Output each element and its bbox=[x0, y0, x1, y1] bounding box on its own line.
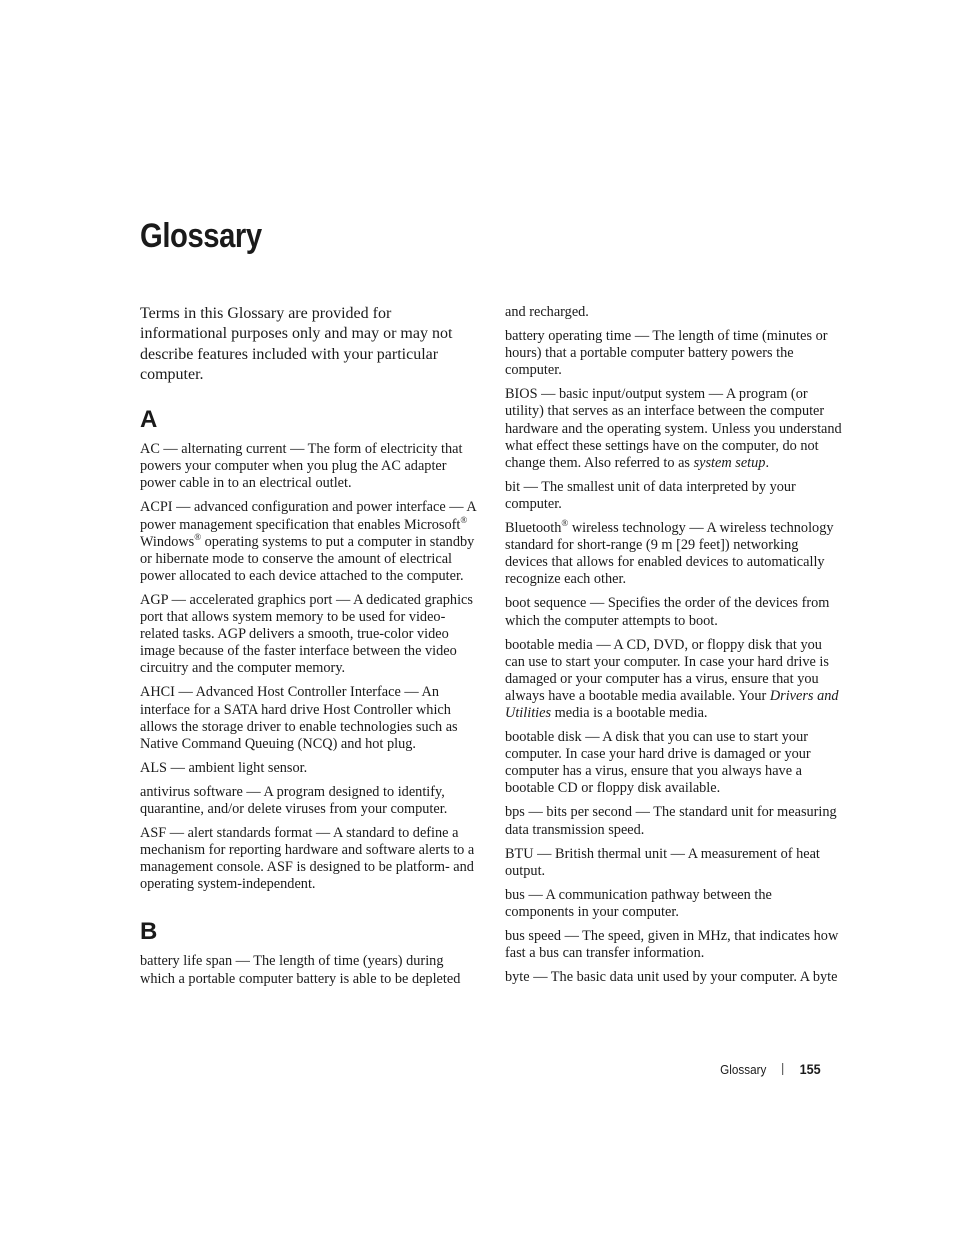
glossary-definition: — The smallest unit of data interpreted by your computer. bbox=[505, 478, 796, 512]
glossary-entry-byte bbox=[505, 969, 843, 986]
glossary-entry-acpi bbox=[140, 499, 478, 584]
glossary-entry-als bbox=[140, 760, 478, 777]
page-number: 155 bbox=[799, 1061, 821, 1077]
glossary-term: BIOS bbox=[505, 386, 538, 403]
glossary-term: AGP bbox=[140, 591, 169, 608]
glossary-italic-term: Drivers and Utilities bbox=[505, 687, 839, 721]
glossary-entry-bps bbox=[505, 804, 843, 838]
glossary-definition: — A disk that you can use to start your computer. In case your hard drive is damaged or your computer has a virus, ensure that you always have a bootable CD or floppy disk available. bbox=[505, 729, 811, 797]
section-heading-a: A bbox=[140, 406, 158, 434]
glossary-term: bus bbox=[505, 886, 525, 903]
glossary-definition: — basic input/output system — A program (or utility) that serves as an interface between the computer hardware and the operating system. Unless you understand what effect these settings have on the computer, do not change them. Also referred to as bbox=[505, 386, 842, 471]
glossary-definition-cont: Windows bbox=[140, 533, 195, 550]
glossary-definition: — The length of time (minutes or hours) that a portable computer battery powers the computer. bbox=[505, 328, 828, 379]
glossary-entry-bit bbox=[505, 479, 843, 513]
glossary-definition: — accelerated graphics port — A dedicated graphics port that allows system memory to be used for video-related tasks. AGP delivers a smooth, true-color video image because of the faster interface between the video circuitry and the computer memory. bbox=[140, 591, 473, 677]
glossary-definition: — A CD, DVD, or floppy disk that you can use to start your computer. In case your hard drive is damaged or your computer has a virus, ensure that you always have a bootable media available. Your bbox=[505, 636, 829, 704]
glossary-definition: — Specifies the order of the devices from which the computer attempts to boot. bbox=[505, 595, 830, 629]
glossary-term: battery operating time bbox=[505, 328, 632, 345]
section-heading-b: B bbox=[140, 918, 158, 946]
glossary-entry-bus-speed bbox=[505, 928, 843, 962]
glossary-definition: — A communication pathway between the components in your computer. bbox=[505, 886, 772, 920]
glossary-definition: — The basic data unit used by your computer. A byte bbox=[529, 969, 838, 986]
intro-paragraph: Terms in this Glossary are provided for informational purposes only and may or may not describe features included with your particular computer. bbox=[140, 305, 453, 383]
glossary-definition: — alert standards format — A standard to define a mechanism for reporting hardware and software alerts to a management console. ASF is designed to be platform- and operating system-independent. bbox=[140, 825, 475, 893]
glossary-term: bit bbox=[505, 478, 521, 495]
glossary-entry-bios bbox=[505, 386, 843, 471]
glossary-term: byte bbox=[505, 969, 530, 986]
glossary-term: antivirus software bbox=[140, 783, 243, 800]
registered-mark: ® bbox=[460, 514, 468, 525]
glossary-definition-end: . bbox=[765, 454, 770, 471]
glossary-definition: — A program designed to identify, quarantine, and/or delete viruses from your computer. bbox=[140, 783, 448, 817]
glossary-term: bps bbox=[505, 804, 525, 821]
glossary-term: ALS bbox=[140, 759, 168, 776]
glossary-definition-continuation: and recharged. bbox=[505, 304, 589, 320]
glossary-italic-term: system setup bbox=[693, 454, 766, 471]
registered-mark: ® bbox=[561, 518, 569, 529]
glossary-entry-bootable-disk bbox=[505, 729, 843, 797]
glossary-definition: — The length of time (years) during which a portable computer battery is able to be depleted bbox=[140, 953, 461, 987]
glossary-definition: — ambient light sensor. bbox=[167, 759, 308, 776]
footer-divider bbox=[783, 1063, 784, 1075]
glossary-term: ASF bbox=[140, 825, 167, 842]
glossary-entry-antivirus bbox=[140, 784, 478, 818]
glossary-definition: — The speed, given in MHz, that indicates how fast a bus can transfer information. bbox=[505, 928, 839, 962]
glossary-term: AHCI bbox=[140, 684, 175, 701]
glossary-term-cont: wireless technology bbox=[568, 520, 686, 537]
page-title: Glossary bbox=[140, 217, 262, 255]
glossary-term: BTU bbox=[505, 845, 534, 862]
glossary-term: bootable media bbox=[505, 636, 593, 653]
glossary-definition: — British thermal unit — A measurement of heat output. bbox=[505, 845, 820, 879]
left-column bbox=[140, 304, 478, 995]
glossary-entry-bluetooth bbox=[505, 520, 843, 588]
glossary-entry-battery-life-span bbox=[140, 953, 478, 987]
glossary-entry-bus bbox=[505, 887, 843, 921]
footer-section-label: Glossary bbox=[720, 1061, 767, 1077]
glossary-term: ACPI bbox=[140, 499, 173, 516]
glossary-definition-end: media is a bootable media. bbox=[551, 704, 708, 721]
glossary-term: bus speed bbox=[505, 928, 561, 944]
glossary-entry-battery-operating-time bbox=[505, 328, 843, 379]
glossary-definition: — Advanced Host Controller Interface — An interface for a SATA hard drive Host Controller which allows the storage driver to enable technologies such as Native Command Queuing (NCQ) and hot plug. bbox=[140, 684, 458, 752]
glossary-entry-boot-sequence bbox=[505, 595, 843, 629]
glossary-entry-ahci bbox=[140, 684, 478, 752]
glossary-term: boot sequence bbox=[505, 595, 587, 612]
glossary-entry-btu bbox=[505, 846, 843, 880]
registered-mark: ® bbox=[194, 531, 202, 542]
glossary-definition: alternating current — The form of electricity that powers your computer when you plug the AC adapter power cable in to an electrical outlet. bbox=[140, 441, 463, 492]
glossary-entry-agp bbox=[140, 592, 478, 677]
glossary-entry-ac bbox=[140, 441, 478, 492]
glossary-definition-cont: operating systems to put a computer in standby or hibernate mode to conserve the amount of electrical power allocated to each device attached to the computer. bbox=[140, 533, 475, 584]
glossary-term: Bluetooth bbox=[505, 520, 562, 537]
glossary-term: AC — bbox=[140, 441, 178, 458]
glossary-term: battery life span bbox=[140, 953, 233, 970]
right-column bbox=[505, 304, 843, 993]
glossary-definition: — bits per second — The standard unit for measuring data transmission speed. bbox=[505, 804, 837, 838]
glossary-entry-asf bbox=[140, 825, 478, 893]
glossary-term: bootable disk bbox=[505, 729, 582, 746]
glossary-entry-bootable-media bbox=[505, 637, 843, 722]
glossary-definition: — A wireless technology standard for short-range (9 m [29 feet]) networking devices that allows for enabled devices to automatically recognize each other. bbox=[505, 520, 834, 588]
page-footer bbox=[721, 1061, 821, 1077]
glossary-definition: — advanced configuration and power interface — A power management specification that enables Microsoft bbox=[140, 499, 476, 533]
